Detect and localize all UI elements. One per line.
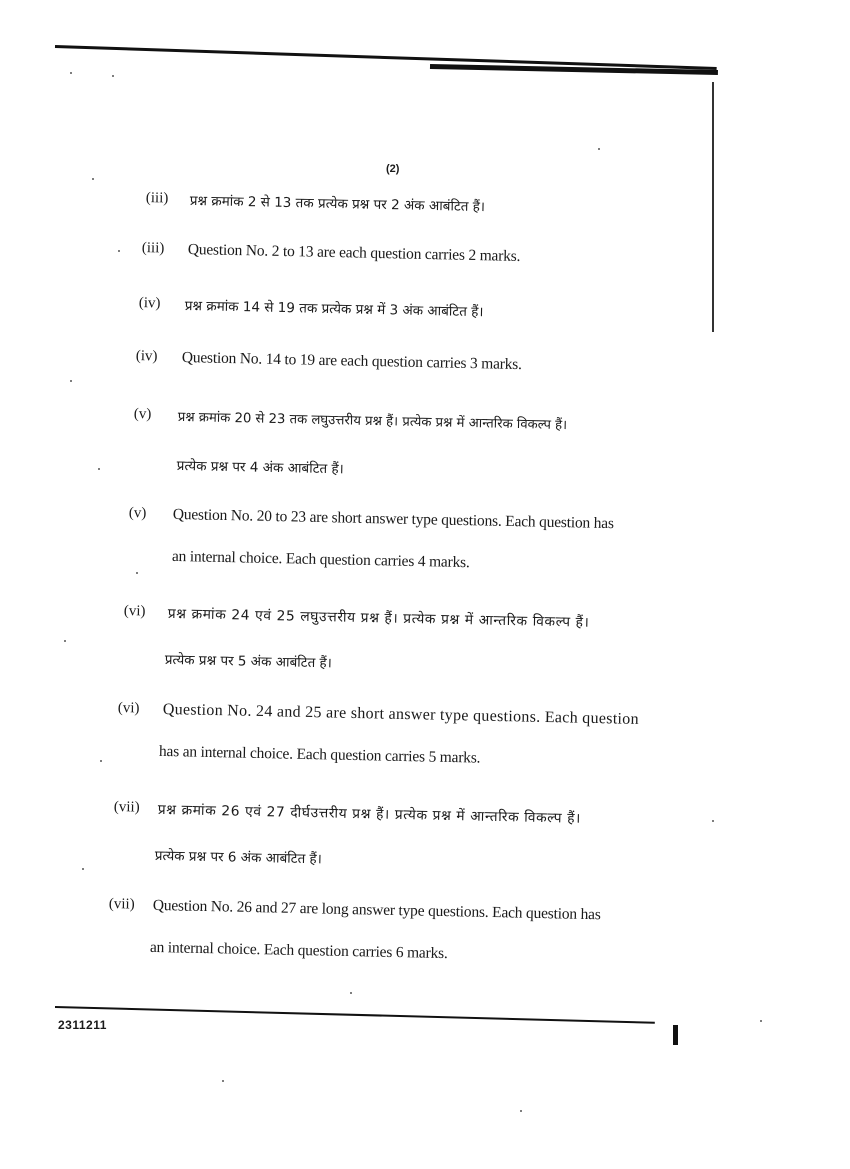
right-edge-rule <box>712 82 714 332</box>
instruction-number: (vii) <box>113 799 140 816</box>
instruction-number: (iv) <box>135 348 158 365</box>
scan-speck <box>82 868 84 870</box>
instruction-line: an internal choice. Each question carries 6 marks. <box>149 938 448 963</box>
scan-speck <box>92 178 94 180</box>
instruction-line: has an internal choice. Each question carries 5 marks. <box>158 742 481 767</box>
scan-speck <box>70 72 72 74</box>
instruction-number: (iii) <box>145 190 169 207</box>
instruction-line: Question No. 2 to 13 are each question carries 2 marks. <box>187 240 521 265</box>
instruction-line: प्रत्येक प्रश्न पर 6 अंक आबंटित हैं। <box>154 847 322 868</box>
scan-speck <box>222 1080 224 1082</box>
scan-speck <box>712 820 714 822</box>
scan-speck <box>100 760 102 762</box>
instruction-number: (vii) <box>108 896 135 913</box>
instruction-line: an internal choice. Each question carries 4 marks. <box>171 547 470 572</box>
instruction-line: प्रत्येक प्रश्न पर 4 अंक आबंटित हैं। <box>176 457 344 478</box>
instruction-line: Question No. 26 and 27 are long answer type questions. Each question has <box>152 896 601 924</box>
instruction-number: (vi) <box>117 700 140 717</box>
scan-speck <box>98 468 100 470</box>
scan-speck <box>760 1020 762 1022</box>
instruction-line: प्रश्न क्रमांक 24 एवं 25 लघुउत्तरीय प्रश्न हैं। प्रत्येक प्रश्न में आन्तरिक विकल्प हैं। <box>167 605 590 631</box>
scan-speck <box>64 640 66 642</box>
instruction-number: (vi) <box>123 603 146 620</box>
instruction-line: प्रश्न क्रमांक 26 एवं 27 दीर्घउत्तरीय प्रश्न हैं। प्रत्येक प्रश्न में आन्तरिक विकल्प हैं। <box>157 801 582 827</box>
instruction-number: (v) <box>133 406 152 423</box>
edge-mark <box>673 1025 678 1045</box>
instruction-line: Question No. 14 to 19 are each question carries 3 marks. <box>181 348 522 374</box>
instruction-line: प्रश्न क्रमांक 2 से 13 तक प्रत्येक प्रश्न पर 2 अंक आबंटित हैं। <box>189 192 486 216</box>
scan-speck <box>112 75 114 77</box>
scan-speck <box>520 1110 522 1112</box>
scan-speck <box>350 992 352 994</box>
bottom-rule <box>55 1006 655 1024</box>
instruction-line: Question No. 20 to 23 are short answer type questions. Each question has <box>172 505 614 533</box>
top-rule <box>55 45 717 70</box>
instruction-number: (iii) <box>141 240 165 257</box>
scan-speck <box>118 250 120 252</box>
instruction-line: प्रत्येक प्रश्न पर 5 अंक आबंटित हैं। <box>164 651 332 672</box>
instruction-number: (v) <box>128 505 147 522</box>
instruction-line: प्रश्न क्रमांक 20 से 23 तक लघुउत्तरीय प्रश्न हैं। प्रत्येक प्रश्न में आन्तरिक विकल्प हैं। <box>177 409 568 434</box>
instruction-number: (iv) <box>138 295 161 312</box>
instruction-line: Question No. 24 and 25 are short answer type questions. Each question <box>162 700 640 728</box>
instruction-line: प्रश्न क्रमांक 14 से 19 तक प्रत्येक प्रश्न में 3 अंक आबंटित हैं। <box>184 297 484 321</box>
footer-code: 2311211 <box>58 1018 107 1032</box>
scan-speck <box>598 148 600 150</box>
scan-speck <box>136 572 138 574</box>
scan-speck <box>70 380 72 382</box>
page-number: (2) <box>386 163 400 175</box>
